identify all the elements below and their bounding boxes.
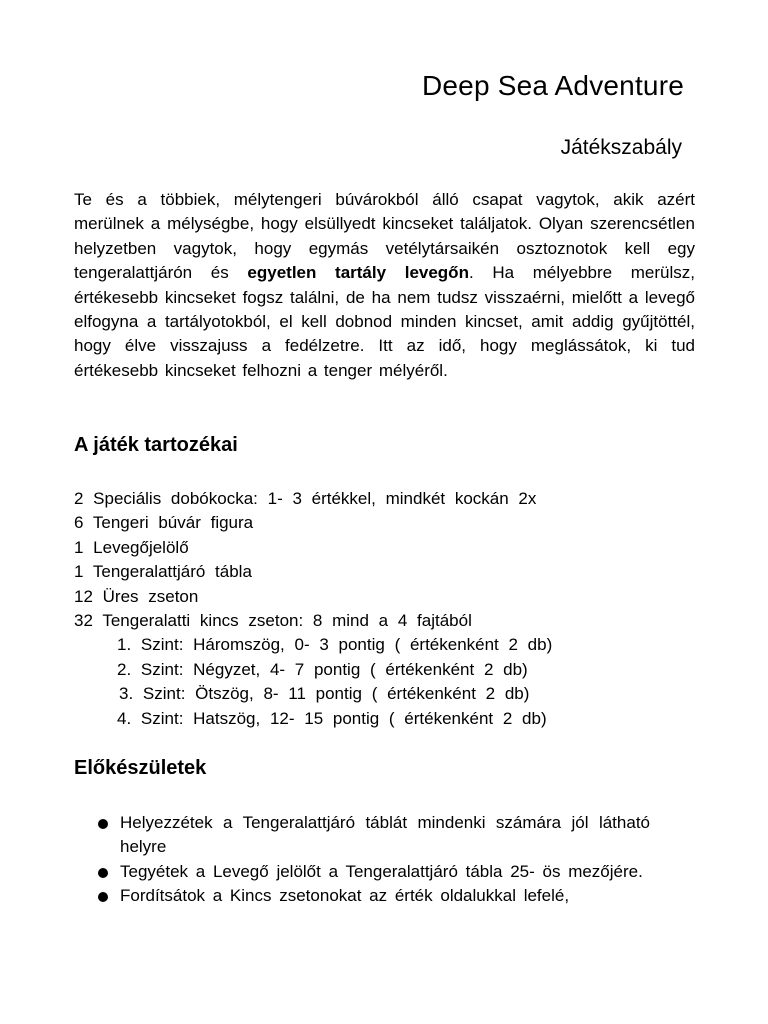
- list-item: 1 Tengeralattjáró tábla: [74, 562, 252, 582]
- list-item: 1 Levegőjelölő: [74, 537, 189, 557]
- list-item-text: Tegyétek a Levegő jelölőt a Tengeralattjáró tábla 25- ös mezőjére.: [120, 861, 643, 881]
- list-item: 6 Tengeri búvár figura: [74, 513, 254, 533]
- preparation-list: [96, 811, 650, 909]
- list-item-text: Helyezzétek a Tengeralattjáró táblát mindenki számára jól látható helyre: [120, 813, 650, 857]
- level-item: 1. Szint: Háromszög, 0- 3 pontig ( értékenként 2 db): [117, 635, 553, 655]
- list-item: [96, 811, 650, 860]
- bullet-icon: [98, 892, 108, 902]
- levels-container: [74, 633, 552, 731]
- list-item: 32 Tengeralatti kincs zseton: 8 mind a 4 fajtából: [74, 611, 472, 631]
- list-item: [96, 884, 650, 908]
- levels-list: [74, 633, 552, 731]
- intro-text-part-1: Te és a többiek, mélytengeri búvárokból álló csapat vagytok, akik azért merülnek a mélységbe, hogy elsüllyedt kincseket találjatok. Olyan szerencsétlen helyzetben vagytok, hogy egymás vetélytársaikén osztoznotok kell egy tengeralattjárón és: [74, 190, 695, 283]
- preparation-heading: Előkészületek: [74, 757, 207, 779]
- document-subtitle: Játékszabály: [560, 136, 682, 159]
- components-list: [74, 487, 552, 731]
- list-item: 2 Speciális dobókocka: 1- 3 értékkel, mindkét kockán 2x: [74, 489, 537, 508]
- intro-paragraph: [74, 188, 695, 383]
- list-item: 12 Üres zseton: [74, 586, 199, 606]
- level-item: 4. Szint: Hatszög, 12- 15 pontig ( értékenként 2 db): [117, 708, 547, 728]
- level-item: 2. Szint: Négyzet, 4- 7 pontig ( értékenként 2 db): [117, 659, 528, 679]
- components-heading: A játék tartozékai: [74, 434, 238, 456]
- level-item: 3. Szint: Ötszög, 8- 11 pontig ( értékenként 2 db): [119, 684, 530, 704]
- document-title: Deep Sea Adventure: [421, 70, 684, 101]
- list-item-text: Fordítsátok a Kincs zsetonokat az érték oldalukkal lefelé,: [120, 886, 570, 906]
- intro-text-part-2: . Ha mélyebbre merülsz, értékesebb kincseket fogsz találni, de ha nem tudsz visszaérni, mielőtt a levegő elfogyna a tartályotokból, el kell dobnod minden kincset, amit addig gyűjtöttél, hogy élve visszajuss a fedélzetre. Itt az idő, hogy meglássátok, ki tud értékesebb kincseket felhozni a tenger mélyéről.: [74, 263, 695, 380]
- bullet-icon: [98, 868, 108, 878]
- bullet-icon: [98, 819, 108, 829]
- intro-bold-text: egyetlen tartály levegőn: [247, 263, 469, 283]
- list-item: [96, 860, 650, 884]
